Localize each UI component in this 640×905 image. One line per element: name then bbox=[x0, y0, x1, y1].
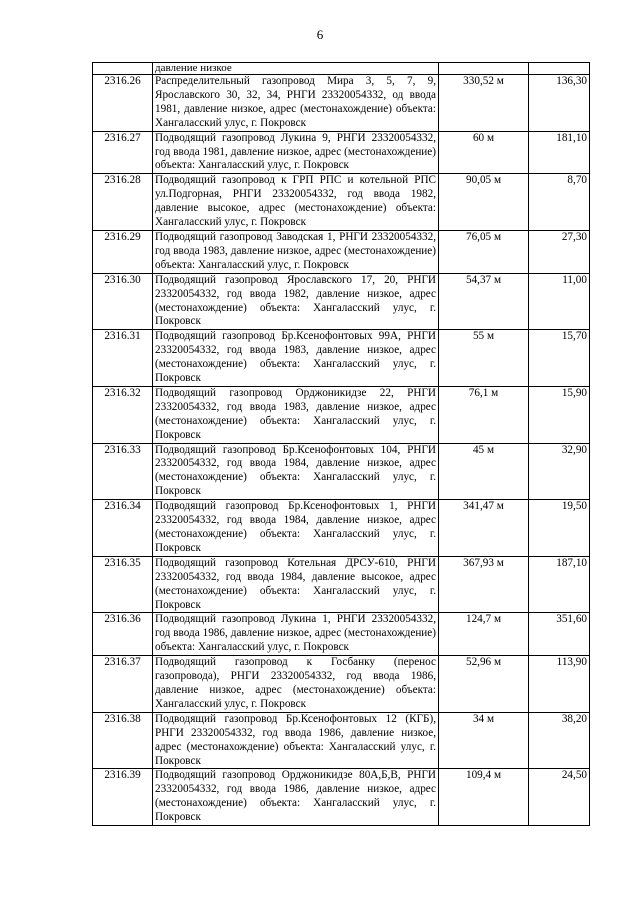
item-value: 11,00 bbox=[529, 273, 590, 330]
item-description: Подводящий газопровод Лукина 9, РНГИ 23320054332, год ввода 1981, давление низкое, адрес (местонахождение) объекта: Хангаласский улус, г. Покровск bbox=[153, 131, 439, 174]
item-value: 32,90 bbox=[529, 443, 590, 500]
registry-table-body bbox=[93, 63, 590, 826]
item-value: 136,30 bbox=[529, 75, 590, 132]
item-number: 2316.39 bbox=[93, 769, 153, 826]
item-length: 52,96 м bbox=[439, 656, 529, 713]
table-row bbox=[93, 769, 590, 826]
item-value: 19,50 bbox=[529, 500, 590, 557]
table-row bbox=[93, 556, 590, 613]
item-number: 2316.35 bbox=[93, 556, 153, 613]
table-row bbox=[93, 656, 590, 713]
item-description: Подводящий газопровод Заводская 1, РНГИ 23320054332, год ввода 1983, давление низкое, адрес (местонахождение) объекта: Хангаласский улус, г. Покровск bbox=[153, 230, 439, 273]
item-length: 54,37 м bbox=[439, 273, 529, 330]
item-description: Распределительный газопровод Мира 3, 5, 7, 9, Ярославского 30, 32, 34, РНГИ 23320054332, од ввода 1981, давление низкое, адрес (местонахождение) объекта: Хангаласский улус, г. Покровск bbox=[153, 75, 439, 132]
item-length: 45 м bbox=[439, 443, 529, 500]
table-row bbox=[93, 443, 590, 500]
item-description: Подводящий газопровод к Госбанку (перенос газопровода), РНГИ 23320054332, год ввода 1986, давление низкое, адрес (местонахождение) объекта: Хангаласский улус, г. Покровск bbox=[153, 656, 439, 713]
item-value: 15,90 bbox=[529, 386, 590, 443]
item-number: 2316.29 bbox=[93, 230, 153, 273]
item-number: 2316.33 bbox=[93, 443, 153, 500]
item-value: 351,60 bbox=[529, 613, 590, 656]
item-description: Подводящий газопровод Бр.Ксенофонтовых 1, РНГИ 23320054332, год ввода 1984, давление низкое, адрес (местонахождение) объекта: Хангаласский улус, г. Покровск bbox=[153, 500, 439, 557]
item-description: Подводящий газопровод Котельная ДРСУ-610, РНГИ 23320054332, год ввода 1984, давление высокое, адрес (местонахождение) объекта: Хангаласский улус, г. Покровск bbox=[153, 556, 439, 613]
item-length: 76,05 м bbox=[439, 230, 529, 273]
table-row bbox=[93, 613, 590, 656]
continuation-row bbox=[93, 63, 590, 75]
item-number: 2316.27 bbox=[93, 131, 153, 174]
item-length: 55 м bbox=[439, 330, 529, 387]
item-number: 2316.37 bbox=[93, 656, 153, 713]
item-description: Подводящий газопровод Бр.Ксенофонтовых 104, РНГИ 23320054332, год ввода 1984, давление низкое, адрес (местонахождение) объекта: Хангаласский улус, г. Покровск bbox=[153, 443, 439, 500]
table-row bbox=[93, 131, 590, 174]
item-value: 181,10 bbox=[529, 131, 590, 174]
item-value: 38,20 bbox=[529, 712, 590, 769]
item-description: Подводящий газопровод Орджоникидзе 22, РНГИ 23320054332, год ввода 1983, давление низкое, адрес (местонахождение) объекта: Хангаласский улус, г. Покровск bbox=[153, 386, 439, 443]
table-row bbox=[93, 230, 590, 273]
table-row bbox=[93, 75, 590, 132]
item-value: 187,10 bbox=[529, 556, 590, 613]
item-description: Подводящий газопровод Лукина 1, РНГИ 23320054332, год ввода 1986, давление низкое, адрес (местонахождение) объекта: Хангаласский улус, г. Покровск bbox=[153, 613, 439, 656]
item-description: Подводящий газопровод Бр.Ксенофонтовых 99А, РНГИ 23320054332, год ввода 1983, давление низкое, адрес (местонахождение) объекта: Хангаласский улус, г. Покровск bbox=[153, 330, 439, 387]
table-row bbox=[93, 386, 590, 443]
item-number: 2316.30 bbox=[93, 273, 153, 330]
item-value: 24,50 bbox=[529, 769, 590, 826]
continuation-length-cell bbox=[439, 63, 529, 75]
item-length: 124,7 м bbox=[439, 613, 529, 656]
item-description: Подводящий газопровод Ярославского 17, 20, РНГИ 23320054332, год ввода 1982, давление низкое, адрес (местонахождение) объекта: Хангаласский улус, г. Покровск bbox=[153, 273, 439, 330]
item-value: 15,70 bbox=[529, 330, 590, 387]
table-row bbox=[93, 330, 590, 387]
item-length: 34 м bbox=[439, 712, 529, 769]
item-length: 76,1 м bbox=[439, 386, 529, 443]
item-number: 2316.38 bbox=[93, 712, 153, 769]
continuation-value-cell bbox=[529, 63, 590, 75]
item-description: Подводящий газопровод к ГРП РПС и котельной РПС ул.Подгорная, РНГИ 23320054332, год ввода 1982, давление высокое, адрес (местонахождение) объекта: Хангаласский улус, г. Покровск bbox=[153, 174, 439, 231]
table-row bbox=[93, 712, 590, 769]
item-value: 113,90 bbox=[529, 656, 590, 713]
item-length: 90,05 м bbox=[439, 174, 529, 231]
continuation-num-cell bbox=[93, 63, 153, 75]
item-number: 2316.28 bbox=[93, 174, 153, 231]
item-length: 109,4 м bbox=[439, 769, 529, 826]
item-number: 2316.31 bbox=[93, 330, 153, 387]
item-description: Подводящий газопровод Бр.Ксенофонтовых 12 (КГБ), РНГИ 23320054332, год ввода 1986, давление низкое, адрес (местонахождение) объекта: Хангаласский улус, г. Покровск bbox=[153, 712, 439, 769]
item-value: 8,70 bbox=[529, 174, 590, 231]
continuation-text: давление низкое bbox=[153, 63, 439, 75]
item-value: 27,30 bbox=[529, 230, 590, 273]
page-number: 6 bbox=[316, 27, 324, 42]
item-length: 341,47 м bbox=[439, 500, 529, 557]
item-length: 367,93 м bbox=[439, 556, 529, 613]
table-row bbox=[93, 500, 590, 557]
table-row bbox=[93, 273, 590, 330]
property-registry-table bbox=[92, 62, 590, 826]
item-number: 2316.36 bbox=[93, 613, 153, 656]
item-description: Подводящий газопровод Орджоникидзе 80А,Б,В, РНГИ 23320054332, год ввода 1986, давление низкое, адрес (местонахождение) объекта: Хангаласский улус, г. Покровск bbox=[153, 769, 439, 826]
item-length: 60 м bbox=[439, 131, 529, 174]
item-length: 330,52 м bbox=[439, 75, 529, 132]
item-number: 2316.34 bbox=[93, 500, 153, 557]
item-number: 2316.32 bbox=[93, 386, 153, 443]
table-row bbox=[93, 174, 590, 231]
item-number: 2316.26 bbox=[93, 75, 153, 132]
